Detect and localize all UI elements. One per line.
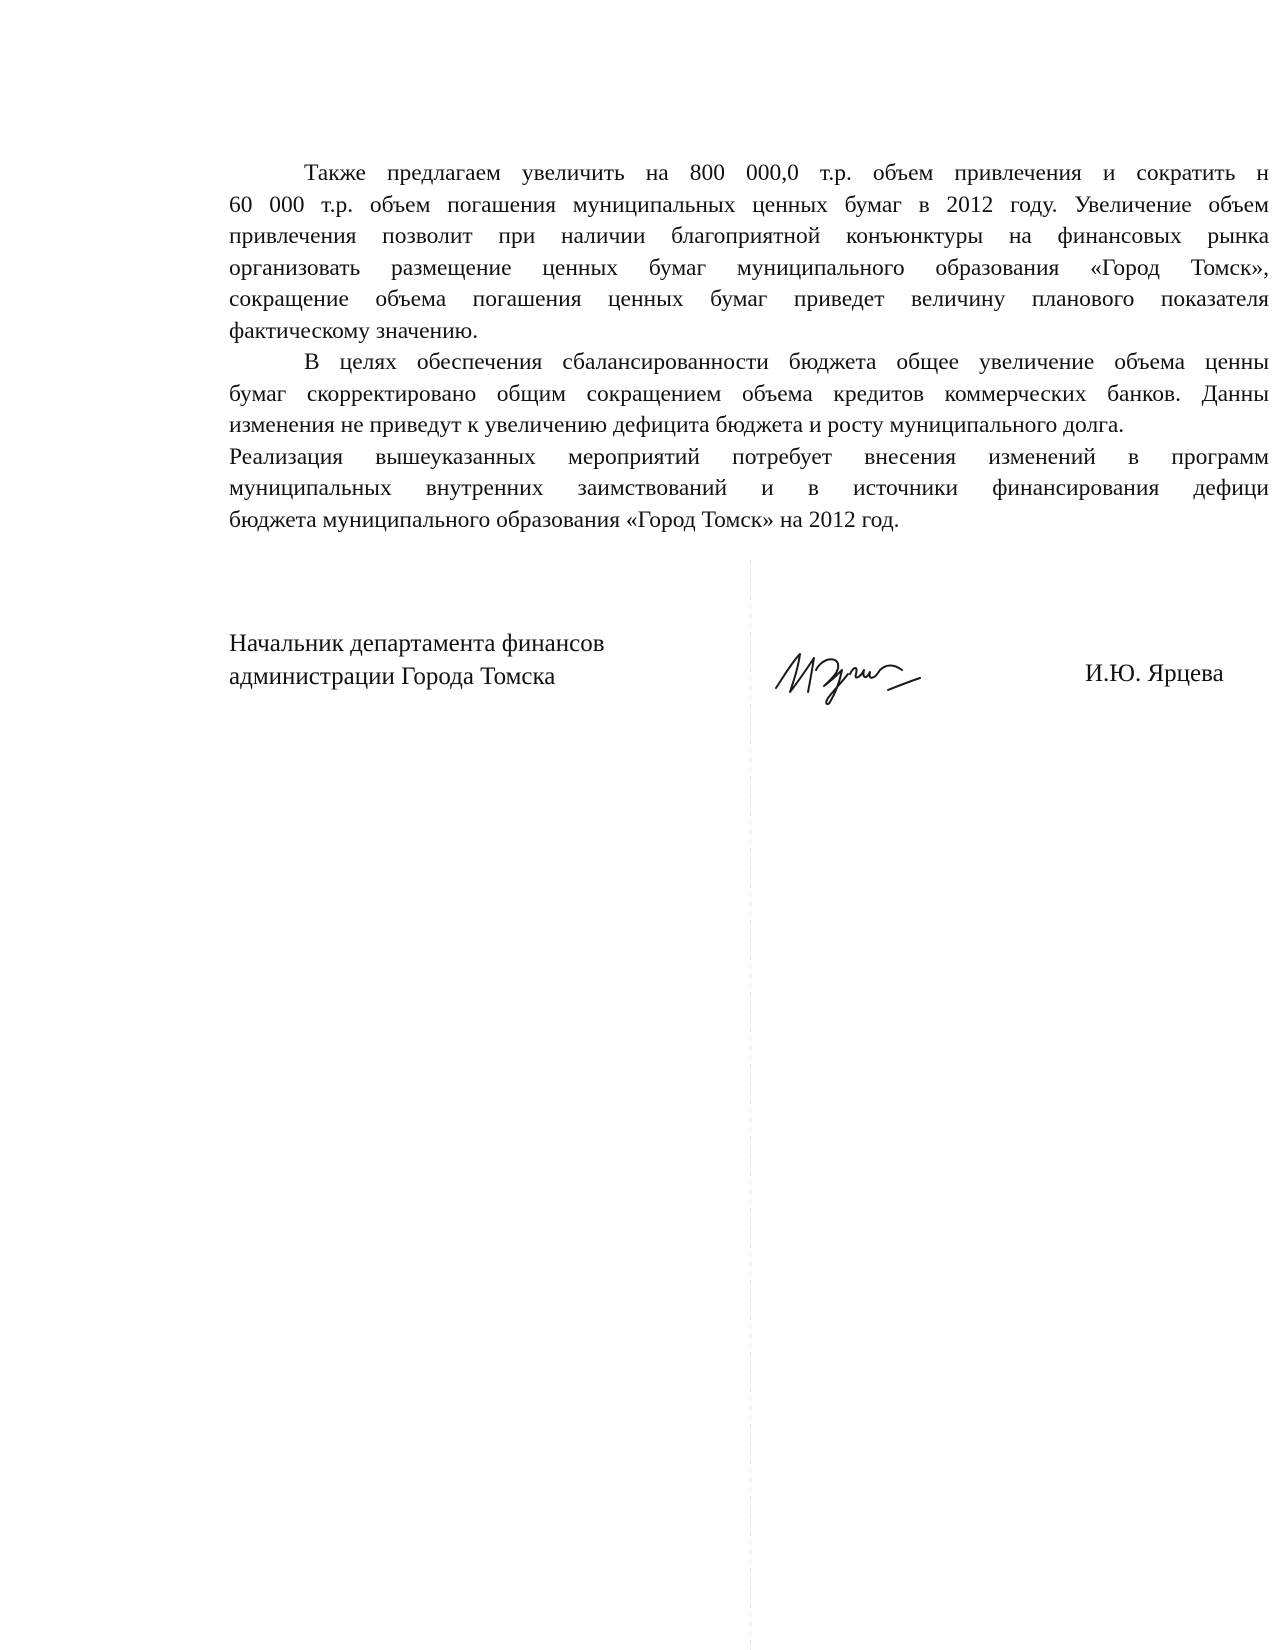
scan-artifact-line xyxy=(750,560,751,1650)
text-line: изменения не приведут к увеличению дефицита бюджета и росту муниципального долга. xyxy=(229,412,1125,438)
text-line: В целях обеспечения сбалансированности бюджета общее увеличение объема ценны xyxy=(304,349,1269,375)
signer-position-line-1: Начальник департамента финансов xyxy=(229,630,605,657)
handwritten-signature xyxy=(770,640,940,710)
text-line: 60 000 т.р. объем погашения муниципальных ценных бумаг в 2012 году. Увеличение объем xyxy=(229,191,1269,218)
text-line: организовать размещение ценных бумаг муниципального образования «Город Томск», xyxy=(229,254,1269,281)
signer-position xyxy=(229,627,605,693)
paragraph-3 xyxy=(229,442,1269,537)
text-line: фактическому значению. xyxy=(229,317,479,344)
text-line: сокращение объема погашения ценных бумаг приведет величину планового показателя xyxy=(229,286,1269,312)
signer-name: И.Ю. Ярцева xyxy=(1085,660,1224,687)
text-line: Реализация вышеуказанных мероприятий потребует внесения изменений в программ xyxy=(229,443,1269,470)
signer-position-line-2: администрации Города Томска xyxy=(229,663,556,690)
text-line: привлечения позволит при наличии благоприятной конъюнктуры на финансовых рынка xyxy=(229,223,1269,249)
letter-body xyxy=(229,158,1269,536)
text-line: Также предлагаем увеличить на 800 000,0 т.р. объем привлечения и сократить н xyxy=(304,160,1269,186)
paragraph-1 xyxy=(229,158,1269,347)
text-line: бюджета муниципального образования «Город Томск» на 2012 год. xyxy=(229,506,900,533)
text-line: бумаг скорректировано общим сокращением объема кредитов коммерческих банков. Данны xyxy=(229,380,1269,407)
text-line: муниципальных внутренних заимствований и в источники финансирования дефици xyxy=(229,475,1269,501)
paragraph-2 xyxy=(229,347,1269,442)
